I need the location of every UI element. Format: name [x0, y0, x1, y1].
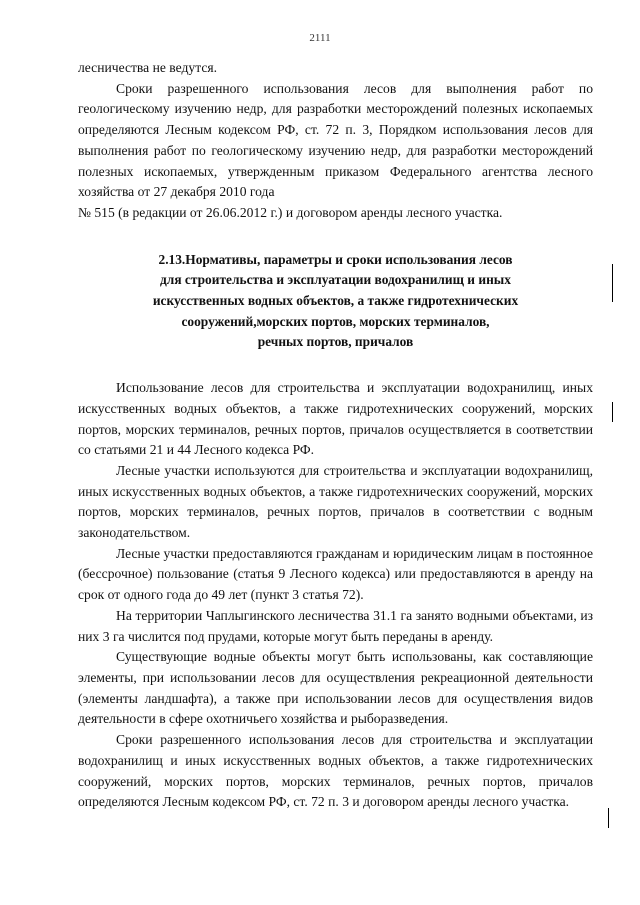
body-paragraph: На территории Чаплыгинского лесничества 31.1 га занято водными объектами, из них 3 га числится под прудами, которые могут быть переданы в аренду.	[78, 607, 593, 644]
revision-margin-bar	[612, 402, 613, 422]
intro-paragraph-end: № 515 (в редакции от 26.06.2012 г.) и договором аренды лесного участка.	[78, 204, 503, 220]
intro-paragraph: Сроки разрешенного использования лесов для выполнения работ по геологическому изучению недр, для разработки месторождений полезных ископаемых определяются Лесным кодексом РФ, ст. 72 п. 3, Порядком использования лесов для выполнения работ по геологическому изучению недр, для разработки месторождений полезных ископаемых, утвержденным приказом Федерального агентства лесного хозяйства от 27 декабря 2010 года	[78, 80, 593, 200]
body-paragraph: Лесные участки предоставляются гражданам и юридическим лицам в постоянное (бессрочное) пользование (статья 9 Лесного кодекса) или предоставляются в аренду на срок от одного года до 49 лет (пункт 3 статья 72).	[78, 545, 593, 603]
section-heading	[78, 250, 593, 354]
heading-line: для строительства и эксплуатации водохранилищ и иных	[160, 272, 511, 288]
revision-margin-bar	[608, 808, 609, 828]
heading-line: 2.13.Нормативы, параметры и сроки использования лесов	[158, 251, 513, 267]
document-body	[78, 58, 593, 813]
page-number: 2111	[309, 32, 331, 44]
heading-line: речных портов, причалов	[257, 334, 414, 350]
body-paragraph: Сроки разрешенного использования лесов для строительства и эксплуатации водохранилищ и иных искусственных водных объектов, а также гидротехнических сооружений, морских портов, морских терминалов, речных портов, причалов определяются Лесным кодексом РФ, ст. 72 п. 3 и договором аренды лесного участка.	[78, 732, 593, 810]
continuation-text: лесничества не ведутся.	[78, 60, 217, 75]
body-paragraph: Лесные участки используются для строительства и эксплуатации водохранилищ, иных искусственных водных объектов, а также гидротехнических сооружений, морских портов, морских терминалов, речных портов, причалов в соответствии с водным законодательством.	[78, 462, 593, 541]
heading-line: сооружений,морских портов, морских терминалов,	[181, 313, 490, 329]
heading-line: искусственных водных объектов, а также гидротехнических	[152, 293, 519, 309]
body-paragraph: Использование лесов для строительства и эксплуатации водохранилищ, иных искусственных водных объектов, а также гидротехнических сооружений, морских портов, морских терминалов, речных портов, причалов осуществляется в соответствии со статьями 21 и 44 Лесного кодекса РФ.	[78, 380, 593, 458]
body-paragraph: Существующие водные объекты могут быть использованы, как составляющие элементы, при использовании лесов для осуществления рекреационной деятельности (элементы ландшафта), а также при использовании лесов для осуществления видов деятельности в сфере охотничьего хозяйства и рыборазведения.	[78, 649, 593, 727]
revision-margin-bar	[612, 264, 613, 302]
